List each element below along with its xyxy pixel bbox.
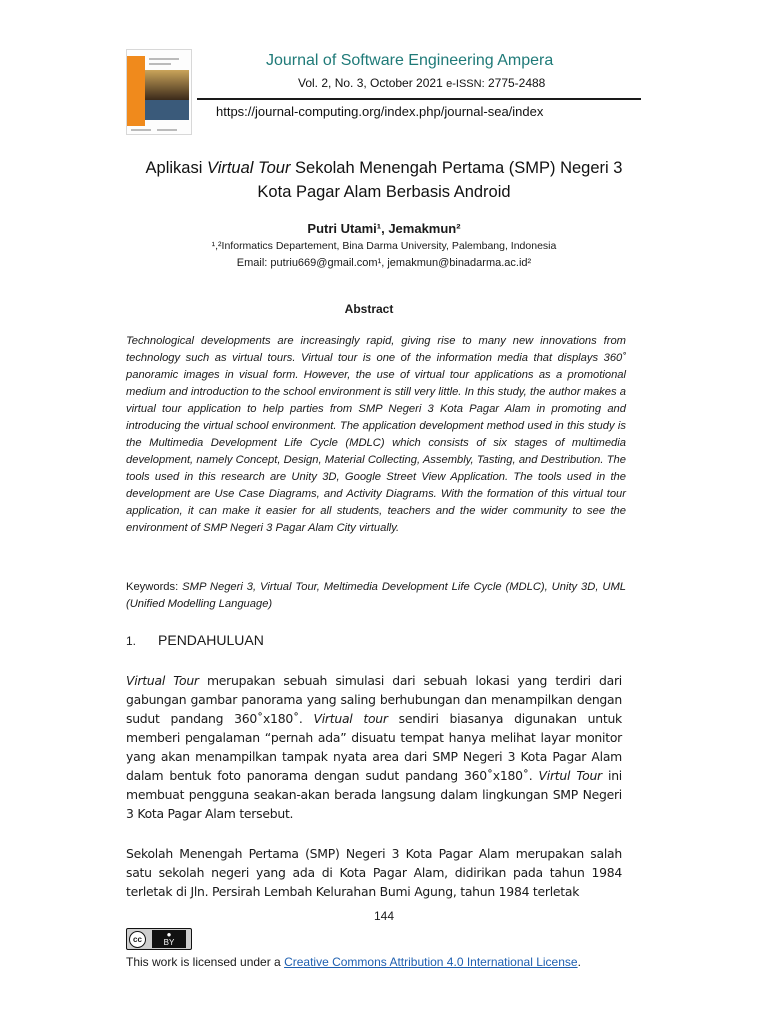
- article-title: Aplikasi Virtual Tour Sekolah Menengah Pertama (SMP) Negeri 3 Kota Pagar Alam Berbasis Android: [145, 159, 623, 201]
- section-number: 1.: [126, 634, 137, 648]
- paragraph-1: Virtual Tour merupakan sebuah simulasi dari sebuah lokasi yang terdiri dari gabungan gambar panorama yang saling berhubungan dan menampilkan dengan sudut pandang 360˚x180˚. Virtual tour sendiri biasanya digunakan untuk memberi pengalaman “pernah ada” disuatu tempat hanya melihat layar monitor yang akan menampilkan tampak nyata area dari SMP Negeri 3 Kota Pagar Alam dalam bentuk foto panorama dengan sudut pandang 360˚x180˚. Virtul Tour ini membuat pengguna seakan-akan berada langsung dalam lingkungan SMP Negeri 3 Kota Pagar Alam tersebut.: [126, 673, 622, 821]
- issn-number: 2775-2488: [487, 76, 546, 90]
- paragraph-2: Sekolah Menengah Pertama (SMP) Negeri 3 Kota Pagar Alam merupakan salah satu sekolah negeri yang ada di Kota Pagar Alam, didirikan pada tahun 1984 terletak di Jln. Persirah Lembah Kelurahan Bumi Agung, tahun 1984 terletak: [126, 846, 622, 899]
- issn-label: e-ISSN:: [446, 78, 485, 90]
- keywords-label: Keywords:: [126, 581, 179, 593]
- journal-cover-thumbnail: [126, 49, 192, 135]
- journal-title: Journal of Software Engineering Ampera: [266, 52, 554, 69]
- by-icon: ● BY: [152, 930, 186, 948]
- keywords-values: SMP Negeri 3, Virtual Tour, Meltimedia Development Life Cycle (MDLC), Unity 3D, UML (Unified Modelling Language): [126, 581, 627, 610]
- license-link[interactable]: Creative Commons Attribution 4.0 International License: [284, 955, 578, 969]
- volume-text: Vol. 2, No. 3, October 2021: [298, 76, 443, 90]
- abstract-text: Technological developments are increasingly rapid, giving rise to many new innovations from technology such as virtual tours. Virtual tour is one of the information media that displays 360˚ panoramic images in visual form. However, the use of virtual tour applications as a promotional medium and introduction to the school environment is still very little. In this study, the author makes a virtual tour application to help parties from SMP Negeri 3 Kota Pagar Alam in promoting and introducing the virtual school environment. The application development method used in this study is the Multimedia Development Life Cycle (MDLC) which consists of six stages of multimedia development, namely Concept, Design, Material Collecting, Assembly, Tasting, and Destribution. The tools used in this research are Unity 3D, Google Street View Application. The tools used in the development are Use Case Diagrams, and Activity Diagrams. With the formation of this virtual tour application, it can make it easier for all students, teachers and the wider community to see the environment of SMP Negeri 3 Pagar Alam City virtually.: [126, 335, 626, 534]
- keywords: [126, 579, 626, 613]
- abstract-heading: Abstract: [344, 302, 394, 316]
- section-heading: [126, 632, 264, 648]
- authors: Putri Utami¹, Jemakmun²: [307, 221, 461, 236]
- journal-url[interactable]: https://journal-computing.org/index.php/journal-sea/index: [216, 104, 544, 119]
- page-number: 144: [373, 909, 395, 923]
- journal-volume: [298, 76, 545, 90]
- header-rule: [197, 98, 641, 100]
- section-title: PENDAHULUAN: [158, 632, 264, 648]
- author-emails: Email: putriu669@gmail.com¹, jemakmun@binadarma.ac.id²: [236, 257, 532, 269]
- cc-by-license-badge[interactable]: [126, 928, 192, 950]
- license-notice: This work is licensed under a Creative Commons Attribution 4.0 International License.: [126, 955, 581, 969]
- cc-icon: cc: [129, 931, 146, 948]
- affiliation: ¹,²Informatics Departement, Bina Darma University, Palembang, Indonesia: [211, 240, 557, 252]
